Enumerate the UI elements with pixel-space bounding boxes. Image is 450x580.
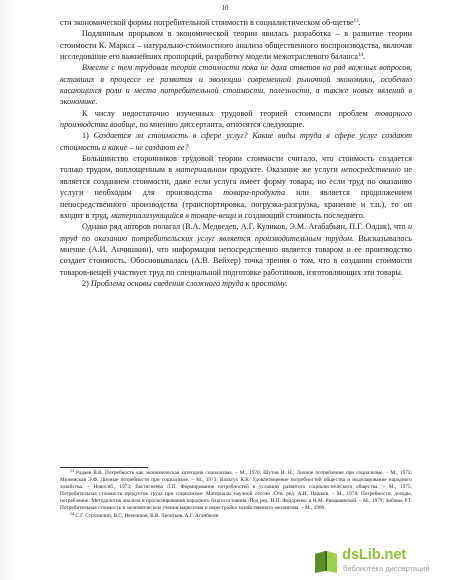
footnote-number: 14 [70,510,74,516]
paragraph [60,108,412,131]
paragraph-text: К числу недостаточно изученных трудовой теорией стоимости проблем [82,108,376,118]
paragraph-text: не является созданием стоимости, даже если услуга имеет форму товара; но если труд по оказанию услуги необходим для производства [60,165,412,198]
paragraph-text: или является продолжением непосредственного производства (транспортировка, погрузка-разгрузка, хранение и т.п.), то он входит в труд, [60,188,412,220]
paragraph-text: . [362,52,365,62]
paragraph-text: . Высказывалось мнение (А.И. Анчишкин), что информация непосредственно является товаром и ее производство создает стоимость. Обосновывалась (А.В. Вейхер) точка зрения о том, что в создании стоимости товаров-вещей участвует труд по специальной подготовке работников, изготовляющих эти товары. [60,233,413,277]
numbered-problem [60,278,412,289]
paragraph-text: сти экономической формы потребительной стоимости в социалистическом об-щетве [60,18,354,27]
watermark-subtitle: библиотека диссертаций [343,564,430,573]
paragraph-text: продукте. Оказание же услуги [226,165,342,175]
paragraph-text: Подлинным прорывом в экономической теории явилась разработка – в развитие теории стоимости К. Маркса – натурально-стоимостного анализа общественного воспроизводства, включая исследование его важнейших пропорций, разработку модели межотраслевого баланса [60,29,412,62]
footnote-ref[interactable]: 13 [353,19,359,24]
footnote-item [60,470,412,513]
footnote-item [60,510,412,520]
paragraph [60,28,412,62]
footnote-text: Радаев В.В. Потребность как экономическая категория социализма. – М., 1970; Шутов И. Н., Личное потребление при социализме. – М., 1972; Миженская Э.Ф. Личные потребности при социализме. – М., 1973; Вальтух К.К. Удовлетворение потребностей общества и моделирование народного хозяйства. – Новосиб., 1973; Евстигнеева Л.П. Формирование потребностей в условиях развитого социалистического общества. – М., 1975; Потребительная стоимость продуктов труда при социализме: Материалы научной сессии /Отв. ред. А.И. Пашков. – М., 1978; Потребности, доходы, потребление: Методология анализа и прогнозирования народного благосостояния /Под ред. Н.П. Федоренко и Н.М. Римашевской. – М., 1979; Зиблюк Р.Т. Потребительная стоимость в экономическом учении марксизма и перестройка хозяйственного механизма. – М., 1989. [60,470,412,512]
paragraph-text: Вместе с тем трудовая теория стоимости пока не дала ответов на ряд важных вопросов, вставших в процессе ее развития и эволюции современной рыночной экономики, особенно касающихся роли и места потребительной стоимости, полезности, а также новых явлений в экономике. [60,63,412,107]
emphasis-text: материализующийся в товаре-вещи [110,210,237,220]
book-icon [312,548,340,574]
paragraph-text: , по мнению диссертанта, относятся следующие. [135,120,305,130]
watermark-title: dsLib.net [342,546,406,563]
problem-number: 2) [82,278,91,288]
paragraph-text: . [358,18,361,27]
footnotes [60,470,412,520]
emphasis-text: и труд по оказанию потребительских услуг является производительным трудом [60,222,412,243]
problem-text: Проблема основы сведения сложного труда к простому. [90,278,288,288]
problem-text: Создается ли стоимость в сфере услуг? Какие виды труда в сфере услуг создают стоимость и какие – не создают ее? [60,131,412,152]
page-number: 10 [221,4,229,12]
footnote-text: С.Г. Струмилин, В.С. Немчинов, В.В. Леонтьев, А.Г. Аганбегян [74,512,219,519]
body-text [60,17,412,289]
paragraph-text: Однако ряд авторов полагал (В.А. Медведев, А.Г. Куликов, Э.М. Агабабьян, П.Г. Олдак), что [82,222,408,232]
paragraph [60,153,412,221]
problem-number: 1) [82,131,94,141]
watermark[interactable] [312,546,442,576]
footnote-number: 13 [70,468,74,473]
emphasis-text: товарного производства вообще [60,108,412,130]
footnote-ref[interactable]: 14 [357,53,363,59]
emphasis-text: товара-продукта [223,188,286,198]
paragraph-italic [60,62,412,107]
paragraph-continuation [60,17,412,28]
numbered-problem [60,130,412,153]
paragraph [60,221,412,278]
emphasis-text: непосредственно [341,165,401,175]
paragraph-text: Большинство сторонников трудовой теории стоимости считало, что стоимость создается только трудом, воплощенным в [60,154,412,175]
paragraph-text: и создающий стоимость последнего. [236,210,365,220]
emphasis-text: материальном [175,165,227,175]
